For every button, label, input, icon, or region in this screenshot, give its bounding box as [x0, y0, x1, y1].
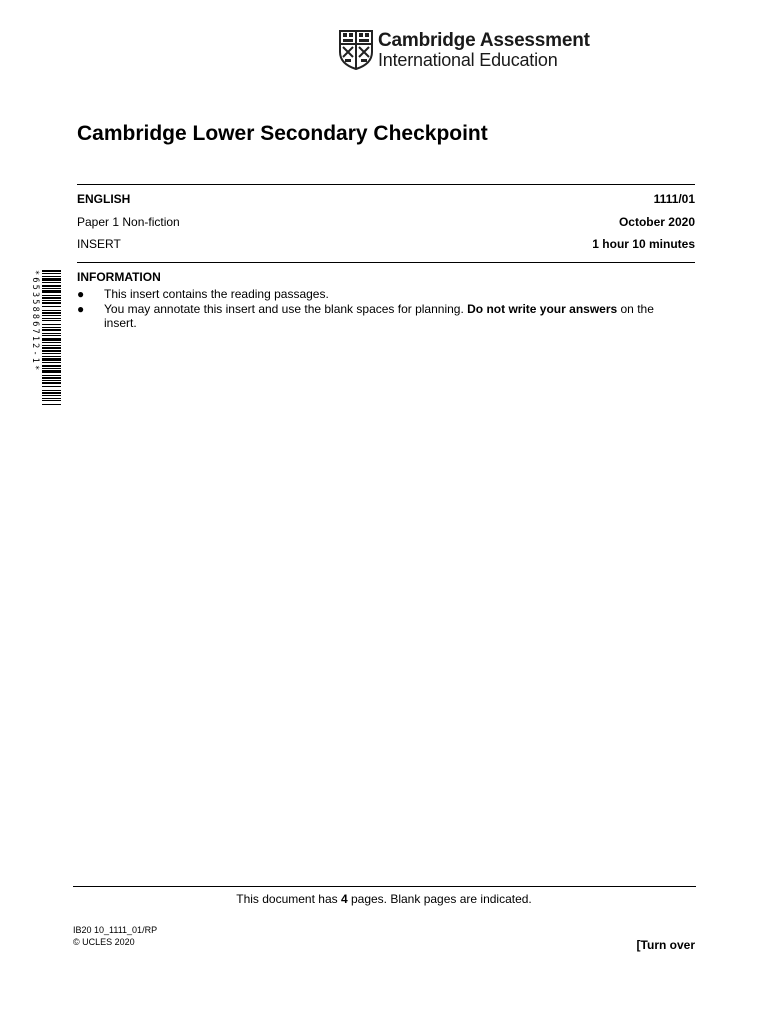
exam-duration: 1 hour 10 minutes — [592, 237, 695, 251]
exam-session: October 2020 — [618, 215, 695, 229]
bullet-text-start: You may annotate this insert and use the blank spaces for planning. — [104, 302, 468, 316]
document-title: Cambridge Lower Secondary Checkpoint — [77, 122, 488, 145]
bullet-text-end: on the insert. — [104, 302, 654, 330]
page-count-note — [0, 892, 768, 906]
logo-line-1: Cambridge Assessment — [378, 30, 590, 51]
component-label: INSERT — [77, 237, 121, 251]
page-count-pre: This document has — [236, 892, 341, 906]
page-count-post: pages. Blank pages are indicated. — [347, 892, 532, 906]
bullet-text-emphasis: Do not write your answers — [467, 302, 618, 316]
bullet-icon: ● — [77, 287, 85, 301]
footer-divider — [73, 886, 696, 887]
cambridge-logo — [339, 30, 589, 70]
barcode-number: *6535886712-1* — [30, 270, 40, 373]
bullet-icon: ● — [77, 302, 85, 316]
paper-code: 1111/01 — [653, 192, 695, 206]
bullet-text: This insert contains the reading passages. — [104, 287, 329, 301]
candidate-barcode — [30, 270, 62, 406]
subject-label: ENGLISH — [77, 192, 131, 206]
information-heading: INFORMATION — [77, 270, 161, 284]
barcode-digits — [30, 270, 40, 406]
document-reference: IB20 10_1111_01/RP — [73, 925, 158, 935]
barcode-bars — [42, 270, 61, 406]
cambridge-shield-icon — [339, 30, 373, 70]
header-bottom-divider — [77, 262, 695, 263]
paper-name: Paper 1 Non-fiction — [77, 215, 180, 229]
bullet-text — [104, 302, 684, 330]
turn-over-label: [Turn over — [636, 938, 695, 952]
copyright-notice: © UCLES 2020 — [73, 937, 135, 947]
top-divider — [77, 184, 695, 185]
page-count-number: 4 — [340, 892, 348, 906]
logo-line-2: International Education — [378, 50, 558, 70]
